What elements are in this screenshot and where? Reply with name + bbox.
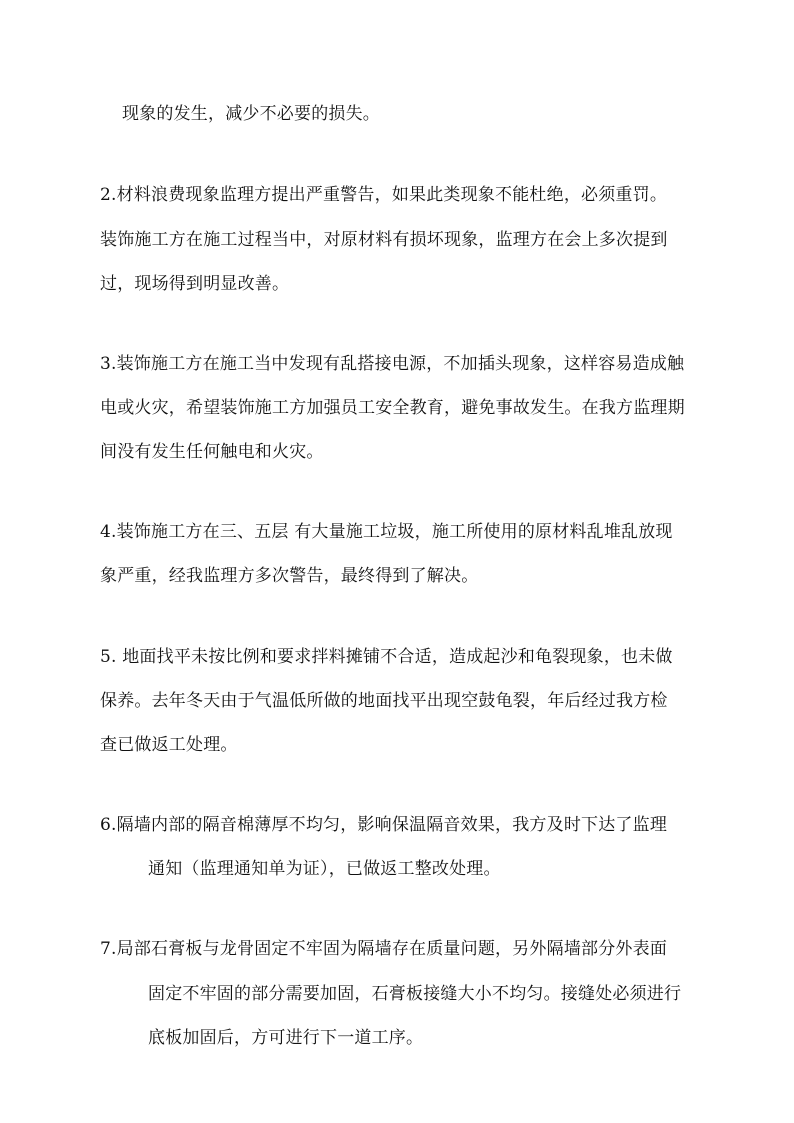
- paragraph-2-line-2: 装饰施工方在施工过程当中，对原材料有损坏现象，监理方在会上多次提到: [100, 230, 668, 250]
- paragraph-5-line-1: 5. 地面找平未按比例和要求拌料摊铺不合适，造成起沙和龟裂现象，也未做: [100, 647, 673, 667]
- paragraph-6-line-2: 通知（监理通知单为证），已做返工整改处理。: [148, 859, 501, 879]
- paragraph-5-line-2: 保养。去年冬天由于气温低所做的地面找平出现空鼓龟裂，年后经过我方检: [100, 691, 668, 711]
- paragraph-4-line-2: 象严重，经我监理方多次警告，最终得到了解决。: [100, 566, 479, 586]
- paragraph-3-line-3: 间没有发生任何触电和火灾。: [100, 442, 324, 462]
- paragraph-5-line-3: 查已做返工处理。: [100, 735, 238, 755]
- paragraph-2-line-3: 过，现场得到明显改善。: [100, 274, 290, 294]
- paragraph-3-line-1: 3.装饰施工方在施工当中发现有乱搭接电源，不加插头现象，这样容易造成触: [100, 354, 685, 374]
- paragraph-3-line-2: 电或火灾，希望装饰施工方加强员工安全教育，避免事故发生。在我方监理期: [100, 398, 685, 418]
- paragraph-2-line-1: 2.材料浪费现象监理方提出严重警告，如果此类现象不能杜绝，必须重罚。: [100, 185, 668, 205]
- paragraph-7-line-3: 底板加固后，方可进行下一道工序。: [148, 1028, 424, 1048]
- paragraph-7-line-2: 固定不牢固的部分需要加固，石膏板接缝大小不均匀。接缝处必须进行: [148, 984, 682, 1004]
- paragraph-1-line-1: 现象的发生，减少不必要的损失。: [122, 104, 380, 124]
- paragraph-6-line-1: 6.隔墙内部的隔音棉薄厚不均匀，影响保温隔音效果，我方及时下达了监理: [100, 815, 668, 835]
- paragraph-4-line-1: 4.装饰施工方在三、五层 有大量施工垃圾，施工所使用的原材料乱堆乱放现: [100, 522, 673, 542]
- paragraph-7-line-1: 7.局部石膏板与龙骨固定不牢固为隔墙存在质量问题，另外隔墙部分外表面: [100, 939, 668, 959]
